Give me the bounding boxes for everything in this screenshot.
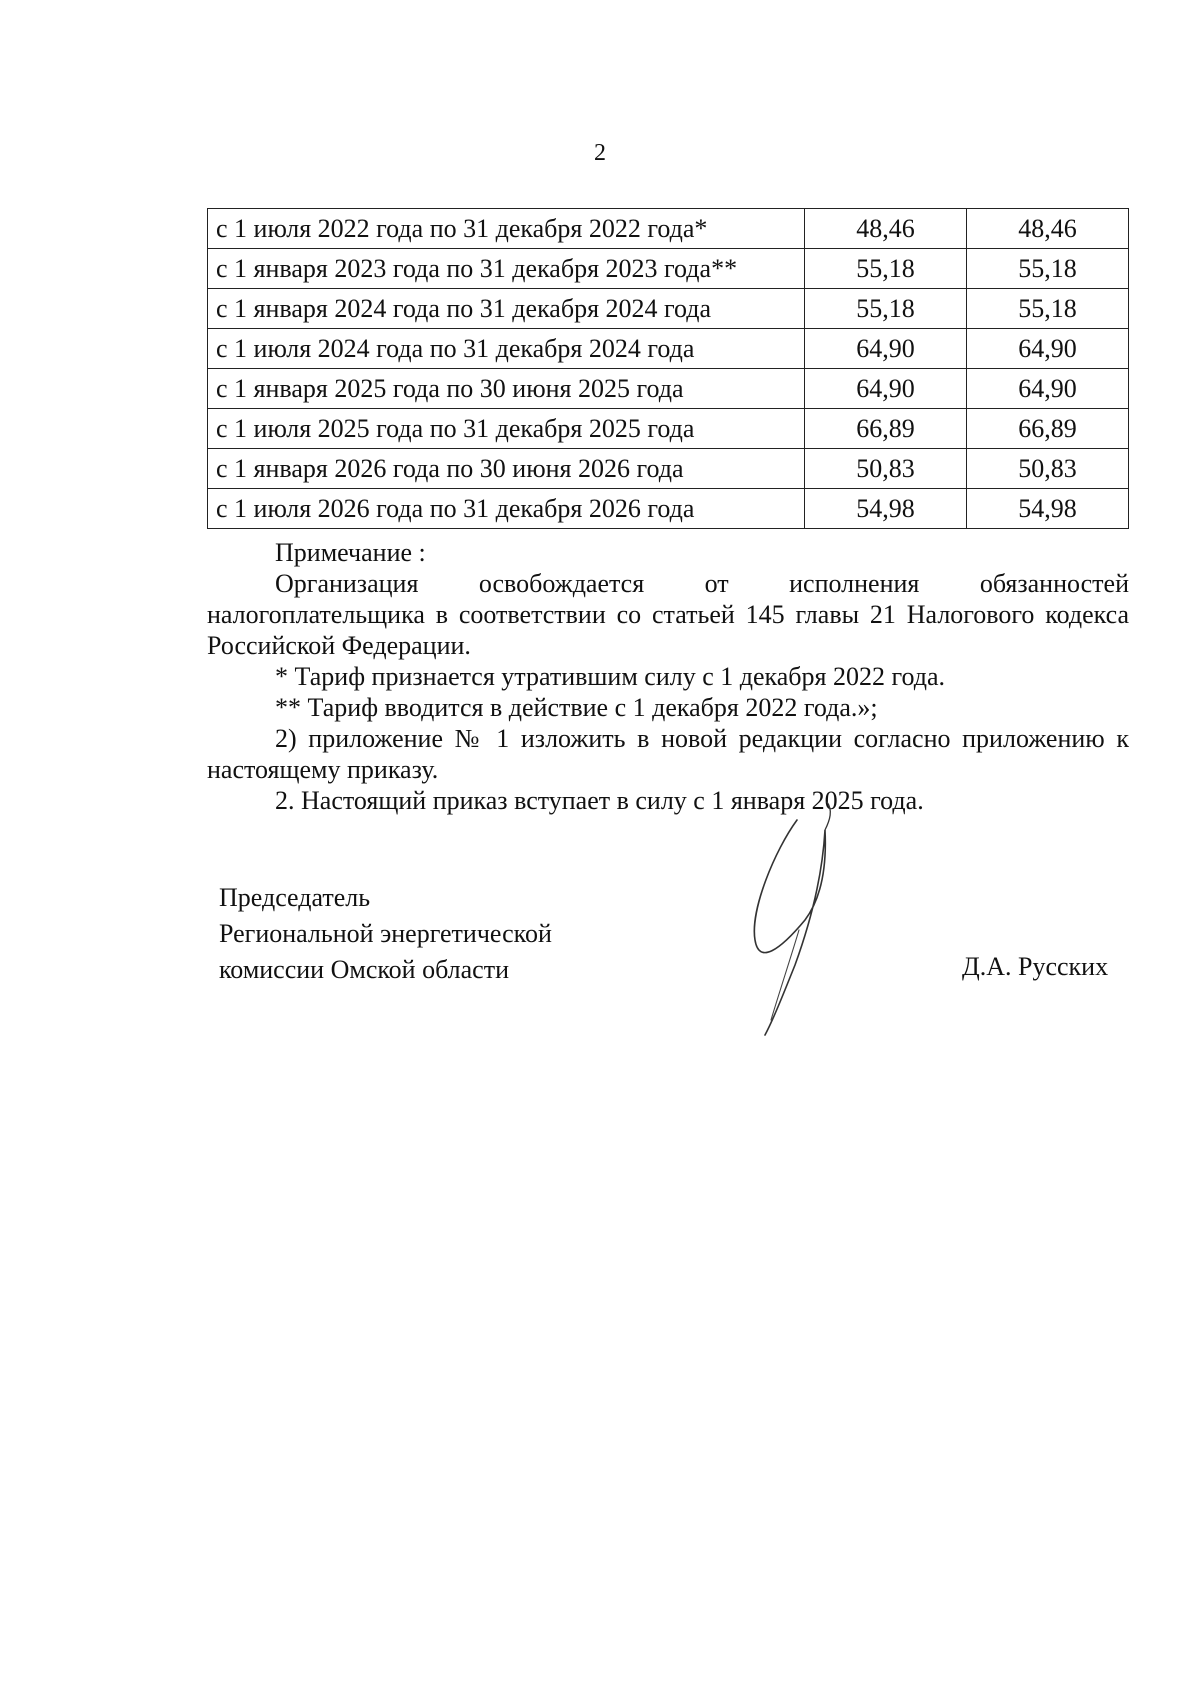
footnote-1: * Тариф признается утратившим силу с 1 декабря 2022 года. — [275, 662, 946, 691]
table-row — [208, 249, 1129, 289]
notes-section — [207, 537, 1129, 816]
amendment-item-2: 2) приложение № 1 изложить в новой редакции согласно приложению к настоящему приказу. — [207, 724, 1129, 784]
value-cell: 66,89 — [967, 409, 1129, 449]
table-row — [208, 369, 1129, 409]
value-cell: 64,90 — [967, 369, 1129, 409]
period-cell: с 1 января 2026 года по 30 июня 2026 года — [208, 449, 805, 489]
table-row — [208, 209, 1129, 249]
period-cell: с 1 июля 2026 года по 31 декабря 2026 года — [208, 489, 805, 529]
value-cell: 55,18 — [967, 289, 1129, 329]
value-cell: 54,98 — [967, 489, 1129, 529]
handwritten-signature — [735, 790, 855, 1040]
table-row — [208, 329, 1129, 369]
value-cell: 50,83 — [805, 449, 967, 489]
value-cell: 64,90 — [967, 329, 1129, 369]
period-cell: с 1 июля 2025 года по 31 декабря 2025 года — [208, 409, 805, 449]
period-cell: с 1 января 2023 года по 31 декабря 2023 года** — [208, 249, 805, 289]
signatory-title-line: комиссии Омской области — [219, 955, 509, 984]
value-cell: 55,18 — [805, 289, 967, 329]
period-cell: с 1 июля 2024 года по 31 декабря 2024 года — [208, 329, 805, 369]
value-cell: 48,46 — [805, 209, 967, 249]
value-cell: 66,89 — [805, 409, 967, 449]
value-cell: 64,90 — [805, 369, 967, 409]
footnote-2: ** Тариф вводится в действие с 1 декабря 2022 года.»; — [275, 693, 878, 722]
signatory-title-line: Региональной энергетической — [219, 919, 552, 948]
value-cell: 48,46 — [967, 209, 1129, 249]
period-cell: с 1 января 2024 года по 31 декабря 2024 года — [208, 289, 805, 329]
signatory-title-line: Председатель — [219, 883, 371, 912]
table-row — [208, 409, 1129, 449]
value-cell: 55,18 — [805, 249, 967, 289]
notes-heading: Примечание : — [275, 538, 426, 567]
value-cell: 50,83 — [967, 449, 1129, 489]
value-cell: 55,18 — [967, 249, 1129, 289]
table-row — [208, 489, 1129, 529]
signatory-title — [219, 880, 552, 988]
period-cell: с 1 января 2025 года по 30 июня 2025 года — [208, 369, 805, 409]
page-number: 2 — [594, 140, 606, 166]
table-row — [208, 289, 1129, 329]
exemption-paragraph: Организация освобождается от исполнения обязанностей налогоплательщика в соответствии со статьей 145 главы 21 Налогового кодекса Российской Федерации. — [207, 569, 1129, 660]
table-row — [208, 449, 1129, 489]
tariff-table — [207, 208, 1129, 529]
signatory-name: Д.А. Русских — [962, 952, 1109, 981]
value-cell: 64,90 — [805, 329, 967, 369]
value-cell: 54,98 — [805, 489, 967, 529]
period-cell: с 1 июля 2022 года по 31 декабря 2022 года* — [208, 209, 805, 249]
clause-2: 2. Настоящий приказ вступает в силу с 1 января 2025 года. — [275, 786, 924, 815]
